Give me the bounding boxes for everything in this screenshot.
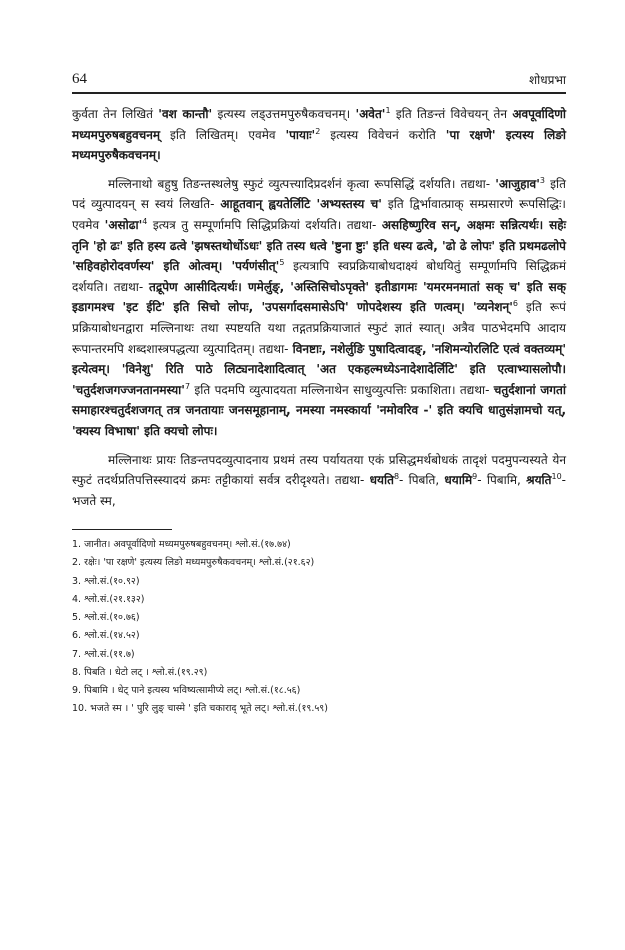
text-run: इति पदं व्युत्पादयन् स स्वयं लिखति-	[72, 176, 566, 212]
footnote-marker: 10	[551, 472, 562, 482]
bold-text: चतुर्दशानां जगतां समाहारश्चतुर्दशजगत् तत्र जनतायाः जनसमूहानाम्, नमस्या नमस्कार्या 'नमोवरिव -' इति क्यचि धातुसंज्ञामचो यत्, 'क्यस्य विभाषा' इति क्यचो लोपः।	[72, 382, 567, 438]
footnotes	[72, 536, 566, 718]
footnote: 3. श्लो.सं.(१०.९२)	[72, 575, 140, 587]
footnote-marker: 4	[142, 216, 148, 226]
text-run: इत्यत्र तु सम्पूर्णामपि सिद्धिप्रक्रियां दर्शयति। तद्यथा-	[147, 217, 382, 232]
footnote: 1. जानीत। अवपूर्वादिणो मध्यमपुरुषबहुवचनम्। श्लो.सं.(१७.७४)	[72, 539, 291, 551]
text-run: इत्यस्य लड्उत्तमपुरुषैकवचनम्।	[212, 107, 356, 121]
text-run: - पिबामि,	[477, 473, 527, 488]
body-text	[72, 104, 566, 511]
footnote: 7. श्लो.सं.(११.७)	[72, 648, 135, 660]
footnote-separator	[72, 529, 172, 530]
document-page	[72, 68, 566, 718]
bold-text: धयति	[369, 473, 394, 488]
bold-text: 'असोढा'	[104, 217, 143, 232]
footnote-marker: 1	[385, 106, 391, 115]
bold-text: अवपूर्वादिणो मध्यमपुरुषबहुवचनम्	[72, 107, 567, 142]
paragraph	[72, 450, 566, 512]
bold-text: विनष्टाः, नशेर्लुङि पुषादित्वादङ्, 'नशिमन्योरलिटि एत्वं वक्तव्यम्' इत्येत्वम्। 'विनेशु' रिति पाठे लिट्यनादेशादित्वात् 'अत एकहल्मध्येऽनादेशादेर्लिटि' इति एत्वाभ्यासलोपौ। 'चतुर्दशजगज्जनतानमस्या'	[72, 341, 566, 397]
text-run: मल्लिनाथो बहुषु तिङन्तस्थलेषु स्फुटं व्युत्पत्त्यादिप्रदर्शनं कृत्वा रूपसिद्धिं दर्शयति। तद्यथा-	[108, 176, 496, 191]
text-run: कुर्वता तेन लिखितं	[72, 107, 159, 121]
bold-text: 'पा रक्षणे' इत्यस्य लिङो मध्यमपुरुषैकवचनम्।	[72, 127, 566, 163]
text-run: - पिबति,	[399, 473, 445, 488]
bold-text: 'वश कान्तौ'	[158, 107, 213, 121]
paragraph	[72, 174, 566, 442]
footnote-marker: 9	[472, 472, 478, 482]
page-number: 64	[72, 71, 87, 87]
bold-text: 'आजुहाव'	[495, 176, 540, 191]
bold-text: आहूतवान् ह्वयतेर्लिटि 'अभ्यस्तस्य च'	[220, 197, 382, 212]
page-header	[72, 68, 566, 94]
running-head: शोधप्रभा	[528, 73, 566, 87]
text-run: इति लिखितम्। एवमेव	[160, 127, 286, 142]
footnote: 2. रक्षेः। 'पा रक्षणे' इत्यस्य लिङो मध्यमपुरुषैकवचनम्। श्लो.सं.(२१.६२)	[72, 557, 315, 569]
bold-text: धयामि	[444, 473, 473, 488]
text-run: इत्यत्रापि स्वप्रक्रियाबोधदाक्ष्यं बोधयितुं सम्पूर्णामपि सिद्धिक्रमं दर्शयति। तद्यथा-	[72, 259, 566, 294]
footnote-marker: 8	[393, 472, 400, 482]
text-run: - भजते स्म,	[72, 473, 567, 508]
bold-text: असहिष्णुरिव सन्, अक्षमः सन्नित्यर्थः। सहेः तृनि 'हो ढः' इति हस्य ढत्वे 'झषस्तथोर्धोऽधः' इति तस्य धत्वे 'ष्टुना ष्टुः' इति धस्य ढत्वे, 'ढो ढे लोपः' इति प्रथमढलोपे 'सहिवहोरोदवर्णस्य' इति ओत्वम्। 'पर्यणंसीत्'	[72, 217, 566, 274]
paragraph	[72, 104, 566, 166]
bold-text: 'अवेत'	[355, 107, 386, 121]
bold-text: श्रयति	[526, 473, 552, 488]
footnote: 4. श्लो.सं.(२१.१३२)	[72, 593, 145, 605]
bold-text: तद्रूपेण आसीदित्यर्थः। णमेर्लुङ्, 'अस्तिसिचोऽपृक्ते' इतीडागमः 'यमरमनमातां सक् च' इति सक् इडागमश्च 'इट ईटि' इति सिचो लोपः, 'उपसर्गादसमासेऽपि' णोपदेशस्य इति णत्वम्। 'व्यनेशन्'	[72, 279, 566, 315]
text-run: इत्यस्य विवेचनं करोति	[320, 127, 446, 142]
text-run: इति पदमपि व्युत्पादयता मल्लिनाथेन साधुव्युत्पत्तिः प्रकाशिता। तद्यथा-	[190, 382, 494, 397]
text-run: इति तिङन्तं विवेचयन् तेन	[390, 107, 513, 121]
footnote: 10. भजते स्म । ' पुरि लुङ् चास्मे ' इति चकाराद् भूते लट्। श्लो.सं.(१९.५९)	[72, 703, 328, 715]
footnote-marker: 2	[315, 126, 321, 136]
footnote-marker: 5	[279, 258, 285, 268]
footnote: 5. श्लो.सं.(१०.७६)	[72, 612, 140, 624]
text-run: इति रूपं प्रक्रियाबोधनद्वारा मल्लिनाथः तथा स्पष्टयति यथा तद्गतप्रक्रियाजातं स्फुटं ज्ञातं स्यात्। अत्रैव पाठभेदमपि आदाय रूपान्तरमपि शब्दशास्त्रपद्धत्या व्युत्पादितम्। तद्यथा-	[72, 300, 566, 356]
footnote-marker: 7	[184, 381, 191, 391]
footnote: 6. श्लो.सं.(१४.५२)	[72, 630, 140, 642]
footnote-marker: 3	[539, 175, 545, 185]
footnote: 8. पिबति । धेटो लट् । श्लो.सं.(१९.२९)	[72, 666, 208, 678]
footnote-marker: 6	[512, 299, 518, 309]
bold-text: 'पायाः'	[285, 127, 316, 142]
footnote: 9. पिबामि । धेट् पाने इत्यस्य भविष्यत्सामीप्ये लट्। श्लो.सं.(१८.५६)	[72, 684, 301, 696]
text-run: मल्लिनाथः प्रायः तिङन्तपदव्युत्पादनाय प्रथमं तस्य पर्यायतया एकं प्रसिद्धमर्थबोधकं तादृशं पदमुपन्यस्यते येन स्फुटं तदर्थप्रतिपत्तिस्स्यादयं क्रमः तट्टीकायां सर्वत्र दरीदृश्यते। तद्यथा-	[72, 452, 566, 488]
text-run: इति द्विर्भावात्प्राक् सम्प्रसारणे रूपसिद्धिः। एवमेव	[72, 197, 566, 232]
